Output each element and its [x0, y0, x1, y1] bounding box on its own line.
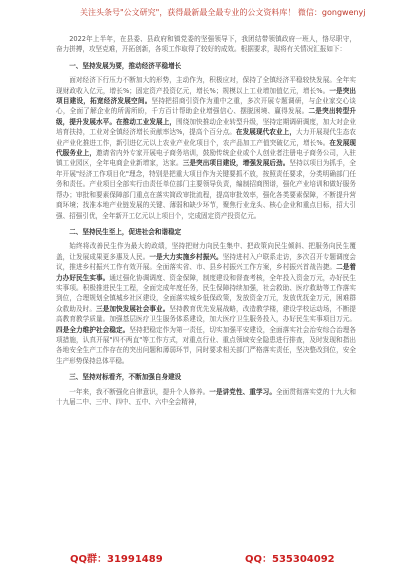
s1-text-1: 面对经济下行压力不断加大的形势，主动作为，积极应对，保持了全镇经济平稳较快发展。全年实现财政收入亿元，增长%；固定资产投资亿元，增长%；规模以上工业增加值亿元，增长%。: [56, 76, 356, 95]
s1-strong-4: 在发展现代农业上，: [235, 128, 297, 137]
intro-paragraph: 2022年上半年，在县委、县政府和镇党委的坚强领导下，我团结带领镇政府一班人，恪尽职守，奋力拼搏，攻坚克难，开拓创新，各项工作取得了较好的成效。根据要求，现将有关情况汇报如下：: [56, 35, 356, 54]
s1-text-4: 大力开展现代生态农业产业化推进工作，新引进亿元以上农业产业化项目个，农产品加工产值突破亿元，增长%。: [56, 128, 357, 147]
document-body: [56, 34, 356, 407]
s1-text-6: 坚持以项目为抓手，全年开展"经济工作项目化"理念，特别是把重大项目作为关键要抓不放，按照责任要求，分类明确部门任务和责任。产业项目全部实行由责任单位部门主要领导负责，编制招商图谱，强化产业培训和做好服务帮办；审批和要素保障部门重点在落实简政审批流程，提高审批效率，强化各类要素保障，不断提升营商环境；找准本地产业链发展的关键、薄弱和缺少环节，聚焦行业龙头、核心企业和重点目标，招大引强、招强引优，全年新开工亿元以上项目个，完成固定资产投资亿元。: [56, 159, 357, 220]
s3-strong-1: 一是讲党性、重学习。: [209, 387, 277, 396]
banner-text: 关注头条号"公文研究"，获得最新最全最专业的公文资料库！ 微信：gongwenyj: [80, 8, 366, 17]
section-heading-3: 三、坚持对标看齐，不断加强自身建设: [69, 373, 182, 382]
s1-text-2: 坚持把招商引资作为重中之重，多次开展专题调研，与企业家交心谈心，全面了解企业的所需所盼，千方百计帮助企业增强信心、摆脱困境、赢得发展。: [56, 97, 357, 116]
footer-contact: [0, 547, 408, 571]
s2-text-3: 通过强化协调调度、资金保障，制度建设和督查考核，全年投入资金万元，办好民生实事项。积极推进民生工程，全面完成年度任务，民生保障持续加强，社会救助、医疗救助等工作落实到位，合理规划全镇城乡社区建设，全面落实城乡低保政策，发放资金万元，发放优抚金万元，困难群众救助及时。: [56, 273, 357, 313]
qq-group: QQ群：31991489: [70, 554, 163, 565]
s2-text-1: 始终将改善民生作为最大的政绩，坚持把财力向民生集中、把政策向民生倾斜、把服务向民生覆盖，让发展成果更多惠及人民。: [56, 242, 356, 261]
s1-strong-1: 一是突出项目建设，拓宽经济发展空间。: [56, 86, 357, 106]
s1-strong-5: 在发展现代服务业上，: [56, 138, 357, 158]
section-2-paragraph: [56, 241, 356, 366]
section-heading-1: 一、坚持发展为要，推动经济平稳增长: [69, 61, 182, 70]
section-1-paragraph: [56, 75, 356, 221]
qq-contact: QQ：535304092: [245, 554, 335, 565]
s1-strong-2: 二是突出转型升级，提升发展水平。: [56, 107, 357, 126]
section-3-paragraph: [56, 387, 356, 408]
s3-text-1: 一年来，我不断强化自律意识，提升个人修养。: [69, 387, 210, 396]
s2-text-2: 坚持进村入户联系走访，多次召开专题调度会议，推进乡村振兴工作有效开展。全面落实省、市、县乡村振兴工作方案，乡村振兴首战告捷。: [56, 252, 357, 272]
section-heading-2: 二、坚持民生至上，促进社会和谐稳定: [69, 227, 182, 236]
s1-strong-6: 三是突出项目建设，增强发展后劲。: [182, 159, 290, 168]
s1-text-5: 邀请省内外专家开展电子商务培训，鼓励传统企业或个人创业者注册电子商务公司，入驻镇工业园区，全年电商企业新增家，达家。: [56, 149, 357, 168]
s2-strong-4: 四是全力维护社会稳定。: [56, 325, 130, 334]
top-banner: [0, 0, 408, 30]
s2-strong-3: 三是加快发展社会事业。: [96, 304, 170, 313]
s2-strong-1: 一是大力实施乡村振兴。: [149, 252, 223, 261]
s2-text-4: 坚持教育优先发展战略，改造教学楼，建设学校运动场，不断提高教育教学质量。加强基层医疗卫生服务体系建设，加大医疗卫生服务投入，办好民生实事项目万元。: [56, 304, 357, 324]
s2-strong-2: 二是着力办好民生实事。: [56, 263, 357, 282]
s1-strong-3: 在推动工业发展上，: [116, 117, 177, 126]
s2-text-5: 坚持把稳定作为第一责任，切实加强平安建设，全面落实社会治安综合治理各项措施，认真开展"四不两直"等工作方式，对重点行业、重点领域安全隐患进行排查，及时发现和指出各地安全生产工作存在的突出问题和薄弱环节，同时要求相关部门严格落实责任，坚决整改到位，安全生产形势保持总体平稳。: [56, 325, 357, 365]
s1-text-3: 围绕加快推动企业转型升级，坚持定期调研调度，加大对企业培育扶持，工业对全镇经济增长贡献率达%，提高个百分点。: [56, 117, 357, 137]
s3-text-2: 全面贯彻落实党的十九大和十九届二中、三中、四中、五中、六中全会精神，: [56, 387, 356, 406]
